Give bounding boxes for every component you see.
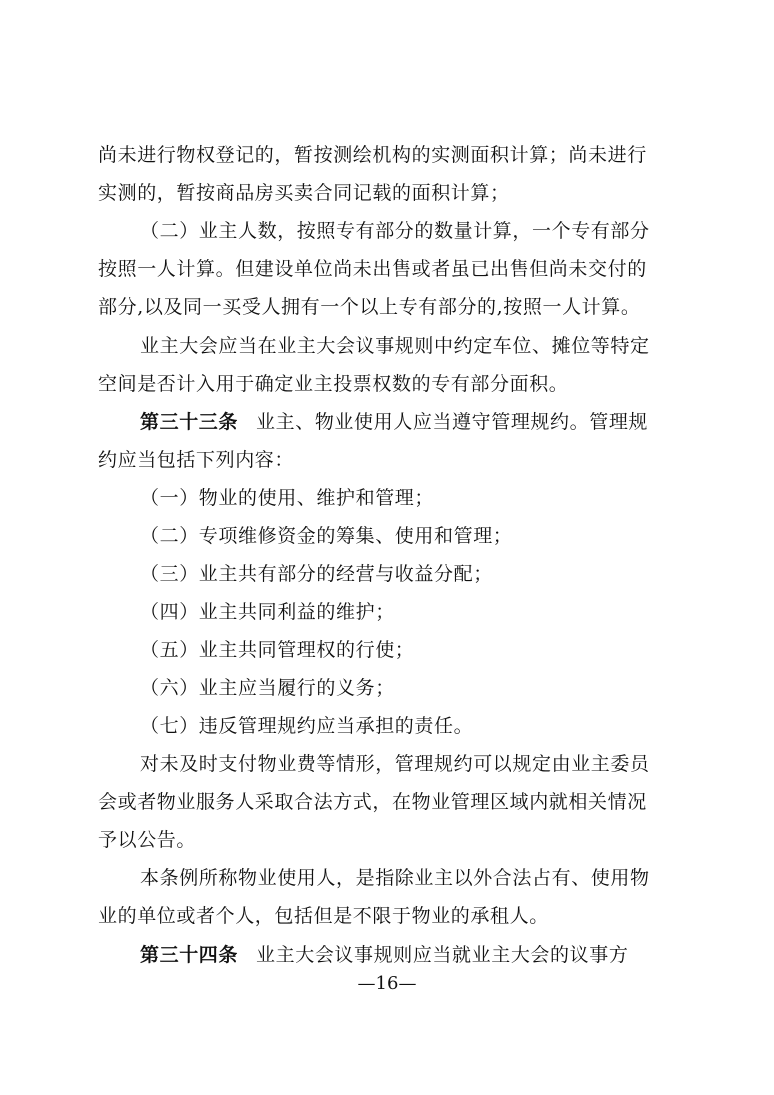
list-item: （四）业主共同利益的维护；: [140, 601, 395, 623]
paragraph-line: 对未及时支付物业费等情形，管理规约可以规定由业主委员: [140, 753, 650, 775]
paragraph-line: 实测的，暂按商品房买卖合同记载的面积计算；: [98, 182, 510, 204]
list-item: （三）业主共有部分的经营与收益分配；: [140, 563, 493, 585]
page-number: —16—: [357, 973, 417, 994]
list-item: （二）专项维修资金的筹集、使用和管理；: [140, 525, 513, 547]
article-34-title: 第三十四条: [140, 944, 239, 966]
list-item: （七）违反管理规约应当承担的责任。: [140, 715, 474, 737]
list-item: （一）物业的使用、维护和管理；: [140, 487, 435, 509]
list-item: （六）业主应当履行的义务；: [140, 677, 395, 699]
paragraph-line: 约应当包括下列内容：: [98, 449, 295, 471]
article-33-title: 第三十三条: [140, 411, 239, 433]
paragraph-line: 予以公告。: [98, 829, 197, 851]
list-item: （五）业主共同管理权的行使；: [140, 639, 415, 661]
paragraph-line: 业的单位或者个人，包括但是不限于物业的承租人。: [98, 905, 549, 927]
paragraph-line: 空间是否计入用于确定业主投票权数的专有部分面积。: [98, 373, 569, 395]
article-34-line: [140, 942, 670, 968]
article-33-text: 业主、物业使用人应当遵守管理规约。管理规: [256, 411, 649, 433]
article-33-line: [140, 409, 670, 435]
article-34-text: 业主大会议事规则应当就业主大会的议事方: [256, 944, 629, 966]
paragraph-line: 本条例所称物业使用人，是指除业主以外合法占有、使用物: [140, 867, 650, 889]
paragraph-line: （二）业主人数，按照专有部分的数量计算，一个专有部分: [140, 220, 650, 242]
paragraph-line: 按照一人计算。但建设单位尚未出售或者虽已出售但尚未交付的: [98, 258, 647, 280]
paragraph-line: 会或者物业服务人采取合法方式，在物业管理区域内就相关情况: [98, 791, 647, 813]
paragraph-line: 部分,以及同一买受人拥有一个以上专有部分的,按照一人计算。: [98, 296, 641, 318]
paragraph-line: 业主大会应当在业主大会议事规则中约定车位、摊位等特定: [140, 335, 650, 357]
paragraph-line: 尚未进行物权登记的，暂按测绘机构的实测面积计算；尚未进行: [98, 144, 647, 166]
